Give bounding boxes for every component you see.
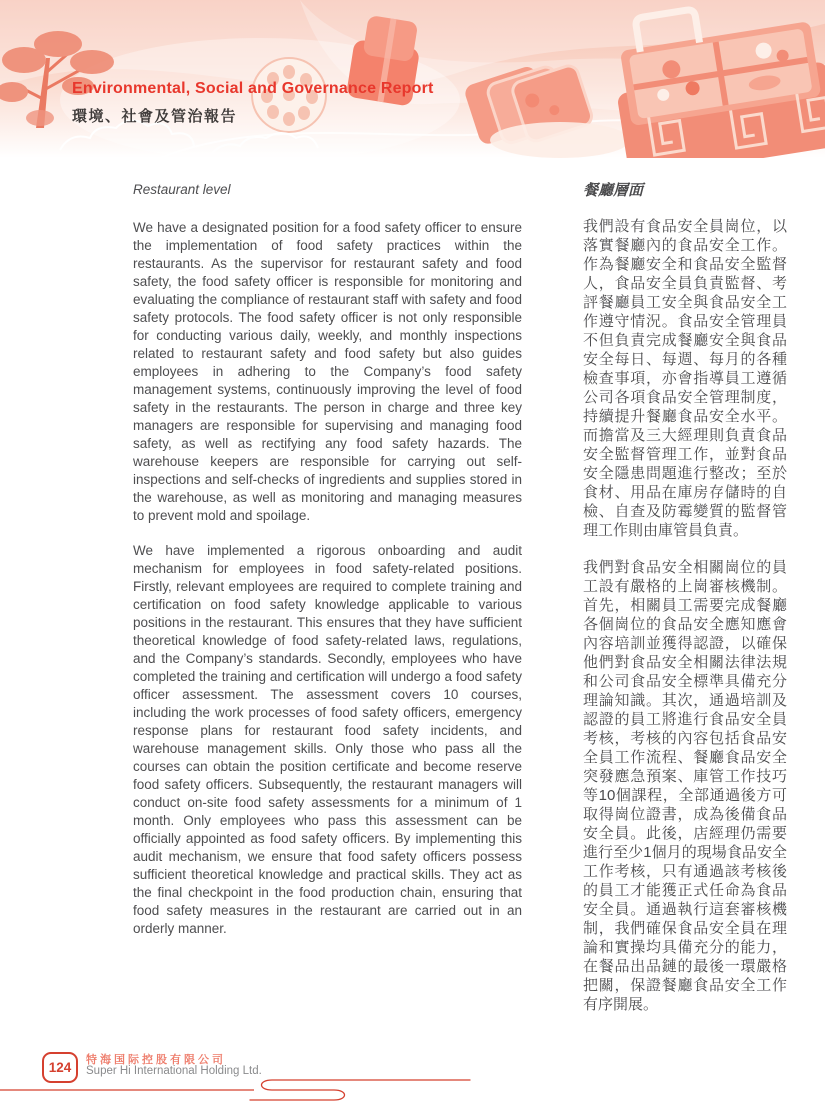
page-title-en: Environmental, Social and Governance Report xyxy=(72,80,434,97)
paragraph-en-1: We have a designated position for a food safety officer to ensure the implementation of food safety practices within the restaurants. As the supervisor for restaurant safety and food safety, the food safety officer is responsible for monitoring and evaluating the compliance of restaurant staff with safety and food safety protocols. The food safety officer is not only responsible for conducting various daily, weekly, and monthly inspections related to restaurant safety and food safety but also guides employees in adhering to the Company’s food safety management systems, continuously improving the level of food safety in the restaurants. The person in charge and three key managers are responsible for supervising and managing food safety, as well as rectifying any food safety hazards. The warehouse keepers are responsible for carrying out self-inspections and self-checks of ingredients and supplies stored in the warehouse, as well as monitoring and managing measures to prevent mold and spoilage. xyxy=(133,220,522,523)
page-number: 124 xyxy=(48,1060,72,1075)
english-column xyxy=(133,181,522,955)
company-name-en: Super Hi International Holding Ltd. xyxy=(86,1065,262,1077)
page-header xyxy=(0,0,825,158)
paragraph-en-2: We have implemented a rigorous onboarding and audit mechanism for employees in food safety-related positions. Firstly, relevant employees are required to complete training and certification on food safety knowledge applicable to various positions in the restaurant. This ensures that they have sufficient theoretical knowledge of food safety-related laws, regulations, and the Company’s standards. Secondly, employees who have completed the training and certification will undergo a food safety officer assessment. The assessment covers 10 courses, including the work processes of food safety officers, emergency response plans for restaurant food safety incidents, and warehouse management skills. Only those who pass all the courses can obtain the position certificate and become reserve food safety officers. Subsequently, the restaurant managers will conduct on-site food safety assessments for a minimum of 1 month. Only employees who pass this assessment can be officially appointed as food safety officers. By implementing this audit mechanism, we ensure that food safety officers possess sufficient theoretical knowledge and practical skills. They act as the final checkpoint in the food production chain, ensuring that food safety measures in the restaurant are carried out in an orderly manner. xyxy=(133,543,522,936)
header-title-block xyxy=(72,80,434,126)
company-name-zh: 特海国际控股有限公司 xyxy=(86,1054,226,1066)
header-artwork xyxy=(0,0,825,158)
paragraph-zh-1: 我們設有食品安全員崗位，以落實餐廳內的食品安全工作。作為餐廳安全和食品安全監督人，食品安全員負責監督、考評餐廳員工安全與食品安全工作遵守情況。食品安全管理員不但負責完成餐廳安全與食品安全每日、每週、每月的各種檢查事項，亦會指導員工遵循公司各項食品安全管理制度，持續提升餐廳食品安全水平。而擔當及三大經理則負責食品安全監督管理工作，並對食品安全隱患問題進行整改；至於食材、用品在庫房存儲時的自檢、自查及防霉變質的監督管理工作則由庫管員負責。 xyxy=(583,218,787,539)
cloud-tail-swirl xyxy=(0,1075,500,1109)
paragraph-zh-2: 我們對食品安全相關崗位的員工設有嚴格的上崗審核機制。首先，相關員工需要完成餐廳各個崗位的食品安全應知應會內容培訓並獲得認證，以確保他們對食品安全相關法律法規和公司食品安全標準具備充分理論知識。其次，通過培訓及認證的員工將進行食品安全員考核，考核的內容包括食品安全員工作流程、餐廳食品安全突發應急預案、庫管工作技巧等10個課程，全部通過後方可取得崗位證書，成為後備食品安全員。此後，店經理仍需要進行至少1個月的現場食品安全工作考核，只有通過該考核後的員工才能獲正式任命為食品安全員。通過執行這套審核機制，我們確保食品安全員在理論和實操均具備充分的能力，在餐品出品鏈的最後一環嚴格把關，保證餐廳食品安全工作有序開展。 xyxy=(583,559,787,1013)
section-heading-zh: 餐廳層面 xyxy=(583,182,644,199)
section-heading-en: Restaurant level xyxy=(133,182,231,197)
page-title-zh: 環境、社會及管治報告 xyxy=(72,108,238,125)
chinese-column xyxy=(583,181,787,1032)
